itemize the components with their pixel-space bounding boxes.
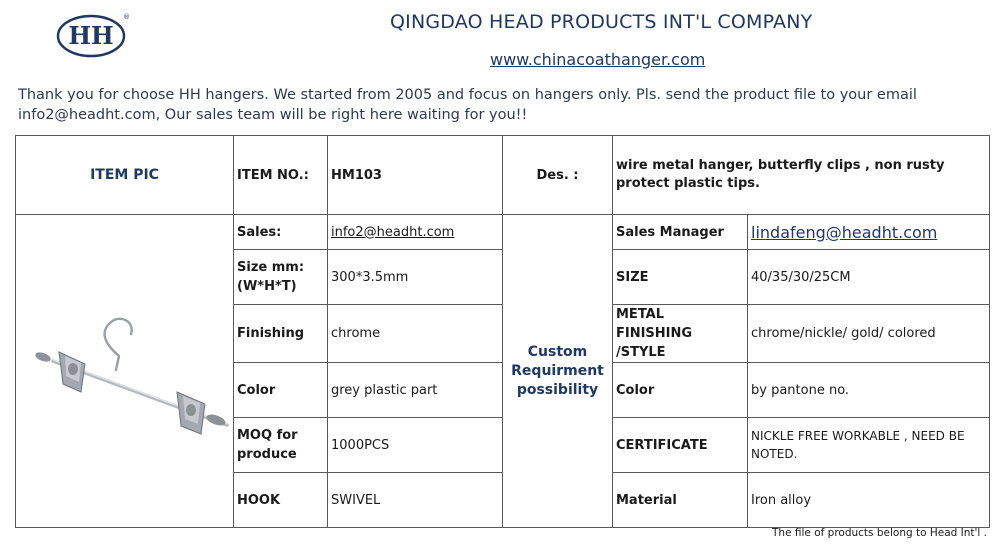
hook-label: HOOK — [234, 473, 328, 528]
material-value: Iron alloy — [748, 473, 990, 528]
size-value: 40/35/30/25CM — [748, 250, 990, 305]
material-label: Material — [613, 473, 748, 528]
item-pic-label: ITEM PIC — [16, 136, 234, 215]
table-header-row — [16, 136, 990, 215]
item-no-value: HM103 — [328, 136, 503, 215]
finishing-value: chrome — [328, 305, 503, 363]
website-link[interactable]: www.chinacoathanger.com — [490, 50, 706, 69]
color-value: grey plastic part — [328, 363, 503, 418]
right-clip-icon — [177, 392, 205, 434]
sales-manager-email[interactable] — [748, 215, 990, 250]
footer-note: The file of products belong to Head Int'l . — [772, 527, 987, 539]
moq-label: MOQ for produce — [234, 418, 328, 473]
finishing-label: Finishing — [234, 305, 328, 363]
item-no-label: ITEM NO.: — [234, 136, 328, 215]
size-mm-value: 300*3.5mm — [328, 250, 503, 305]
certificate-label: CERTIFICATE — [613, 418, 748, 473]
metal-finishing-value: chrome/nickle/ gold/ colored — [748, 305, 990, 363]
color-label: Color — [234, 363, 328, 418]
certificate-value: NICKLE FREE WORKABLE , NEED BE NOTED. — [748, 418, 990, 473]
color-label-right: Color — [613, 363, 748, 418]
item-image-cell — [16, 215, 234, 528]
hanger-image — [19, 274, 237, 464]
company-logo — [55, 13, 130, 59]
des-value: wire metal hanger, butterfly clips , non rusty protect plastic tips. — [613, 136, 990, 215]
intro-text — [18, 85, 993, 125]
intro-line-1: Thank you for choose HH hangers. We started from 2005 and focus on hangers only. Pls. send the product file to your email — [18, 87, 917, 103]
table-row — [16, 215, 990, 250]
custom-requirement: Custom Requirment possibility — [503, 215, 613, 528]
left-clip-icon — [59, 352, 85, 392]
des-label: Des. : — [503, 136, 613, 215]
sales-email[interactable] — [328, 215, 503, 250]
moq-value: 1000PCS — [328, 418, 503, 473]
svg-text:HH: HH — [68, 21, 114, 50]
sales-manager-email-link[interactable]: lindafeng@headht.com — [751, 222, 938, 242]
product-spec-table — [15, 135, 990, 528]
color-value-right: by pantone no. — [748, 363, 990, 418]
size-mm-label: Size mm: (W*H*T) — [234, 250, 328, 305]
metal-finishing-label: METAL FINISHING /STYLE — [613, 305, 748, 363]
sales-label: Sales: — [234, 215, 328, 250]
company-name: QINGDAO HEAD PRODUCTS INT'L COMPANY — [390, 11, 813, 33]
sales-email-link[interactable]: info2@headht.com — [331, 224, 455, 240]
svg-text:®: ® — [123, 13, 130, 21]
intro-line-2: info2@headht.com, Our sales team will be right here waiting for you!! — [18, 107, 528, 123]
size-label: SIZE — [613, 250, 748, 305]
sales-manager-label: Sales Manager — [613, 215, 748, 250]
hook-value: SWIVEL — [328, 473, 503, 528]
